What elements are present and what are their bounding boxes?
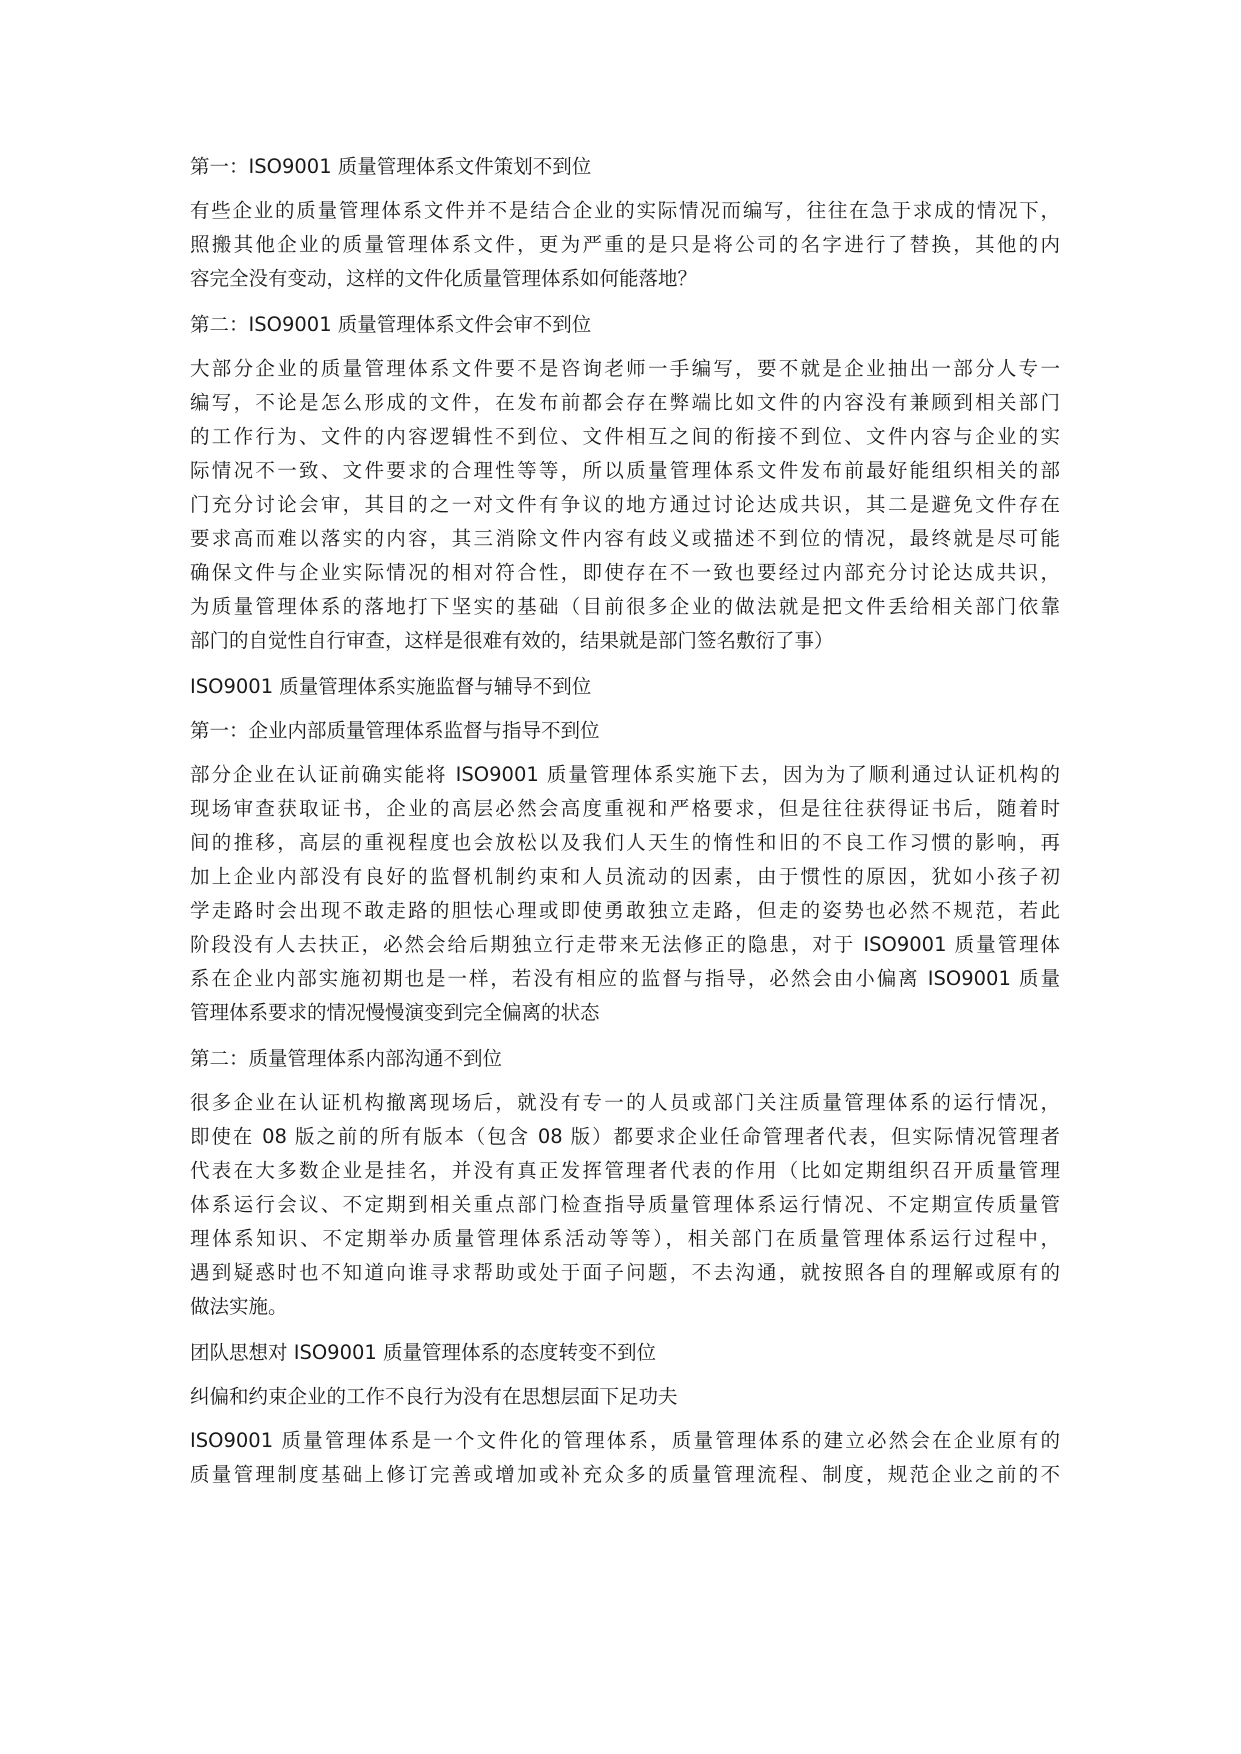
text-line: 间的推移，高层的重视程度也会放松以及我们人天生的惰性和旧的不良工作习惯的影响，再 <box>190 831 1060 854</box>
text-line: ISO9001 质量管理体系实施监督与辅导不到位 <box>190 675 592 698</box>
text-line: 体系运行会议、不定期到相关重点部门检查指导质量管理体系运行情况、不定期宣传质量管 <box>190 1193 1060 1216</box>
text-line: 做法实施。 <box>190 1295 288 1318</box>
section-heading <box>190 308 1060 342</box>
section-heading <box>190 1042 1060 1076</box>
text-line: 第二：ISO9001 质量管理体系文件会审不到位 <box>190 313 592 336</box>
text-line: 编写，不论是怎么形成的文件，在发布前都会存在弊端比如文件的内容没有兼顾到相关部门 <box>190 391 1060 414</box>
body-paragraph <box>190 194 1060 296</box>
text-line: 的工作行为、文件的内容逻辑性不到位、文件相互之间的衔接不到位、文件内容与企业的实 <box>190 425 1060 448</box>
text-line: 团队思想对 ISO9001 质量管理体系的态度转变不到位 <box>190 1341 657 1364</box>
body-paragraph <box>190 1086 1060 1324</box>
text-line: 现场审查获取证书，企业的高层必然会高度重视和严格要求，但是往往获得证书后，随着时 <box>190 797 1060 820</box>
text-line: 纠偏和约束企业的工作不良行为没有在思想层面下足功夫 <box>190 1385 678 1408</box>
text-line: 部门的自觉性自行审查，这样是很难有效的，结果就是部门签名敷衍了事） <box>190 629 834 652</box>
text-line: 质量管理制度基础上修订完善或增加或补充众多的质量管理流程、制度，规范企业之前的不 <box>190 1463 1060 1486</box>
section-heading <box>190 1336 1060 1370</box>
section-heading <box>190 150 1060 184</box>
text-line: 第一：企业内部质量管理体系监督与指导不到位 <box>190 719 600 742</box>
text-line: 容完全没有变动，这样的文件化质量管理体系如何能落地？ <box>190 267 698 290</box>
text-line: 部分企业在认证前确实能将 ISO9001 质量管理体系实施下去，因为为了顺利通过认证机构的 <box>190 763 1060 786</box>
text-line: 照搬其他企业的质量管理体系文件，更为严重的是只是将公司的名字进行了替换，其他的内 <box>190 233 1060 256</box>
text-line: 加上企业内部没有良好的监督机制约束和人员流动的因素，由于惯性的原因，犹如小孩子初 <box>190 865 1060 888</box>
body-paragraph <box>190 758 1060 1030</box>
text-line: 很多企业在认证机构撤离现场后，就没有专一的人员或部门关注质量管理体系的运行情况， <box>190 1091 1060 1114</box>
text-line: 学走路时会出现不敢走路的胆怯心理或即使勇敢独立走路，但走的姿势也必然不规范，若此 <box>190 899 1060 922</box>
section-heading <box>190 1380 1060 1414</box>
text-line: 理体系知识、不定期举办质量管理体系活动等等），相关部门在质量管理体系运行过程中， <box>190 1227 1060 1250</box>
text-line: 有些企业的质量管理体系文件并不是结合企业的实际情况而编写，往往在急于求成的情况下， <box>190 199 1060 222</box>
section-heading <box>190 714 1060 748</box>
text-line: 第一：ISO9001 质量管理体系文件策划不到位 <box>190 155 592 178</box>
text-line: 遇到疑惑时也不知道向谁寻求帮助或处于面子问题，不去沟通，就按照各自的理解或原有的 <box>190 1261 1060 1284</box>
text-line: 际情况不一致、文件要求的合理性等等，所以质量管理体系文件发布前最好能组织相关的部 <box>190 459 1060 482</box>
text-line: 系在企业内部实施初期也是一样，若没有相应的监督与指导，必然会由小偏离 ISO9001 质量 <box>190 967 1060 990</box>
text-line: 门充分讨论会审，其目的之一对文件有争议的地方通过讨论达成共识，其二是避免文件存在 <box>190 493 1060 516</box>
document-body <box>190 150 1060 1504</box>
text-line: 阶段没有人去扶正，必然会给后期独立行走带来无法修正的隐患，对于 ISO9001 质量管理体 <box>190 933 1060 956</box>
text-line: 为质量管理体系的落地打下坚实的基础（目前很多企业的做法就是把文件丢给相关部门依靠 <box>190 595 1060 618</box>
text-line: 确保文件与企业实际情况的相对符合性，即使存在不一致也要经过内部充分讨论达成共识， <box>190 561 1060 584</box>
section-heading <box>190 670 1060 704</box>
text-line: 代表在大多数企业是挂名，并没有真正发挥管理者代表的作用（比如定期组织召开质量管理 <box>190 1159 1060 1182</box>
body-paragraph <box>190 352 1060 658</box>
text-line: ISO9001 质量管理体系是一个文件化的管理体系，质量管理体系的建立必然会在企业原有的 <box>190 1429 1060 1452</box>
text-line: 即使在 08 版之前的所有版本（包含 08 版）都要求企业任命管理者代表，但实际情况管理者 <box>190 1125 1060 1148</box>
text-line: 要求高而难以落实的内容，其三消除文件内容有歧义或描述不到位的情况，最终就是尽可能 <box>190 527 1060 550</box>
text-line: 管理体系要求的情况慢慢演变到完全偏离的状态 <box>190 1001 600 1024</box>
text-line: 大部分企业的质量管理体系文件要不是咨询老师一手编写，要不就是企业抽出一部分人专一 <box>190 357 1060 380</box>
text-line: 第二：质量管理体系内部沟通不到位 <box>190 1047 503 1070</box>
body-paragraph <box>190 1424 1060 1492</box>
